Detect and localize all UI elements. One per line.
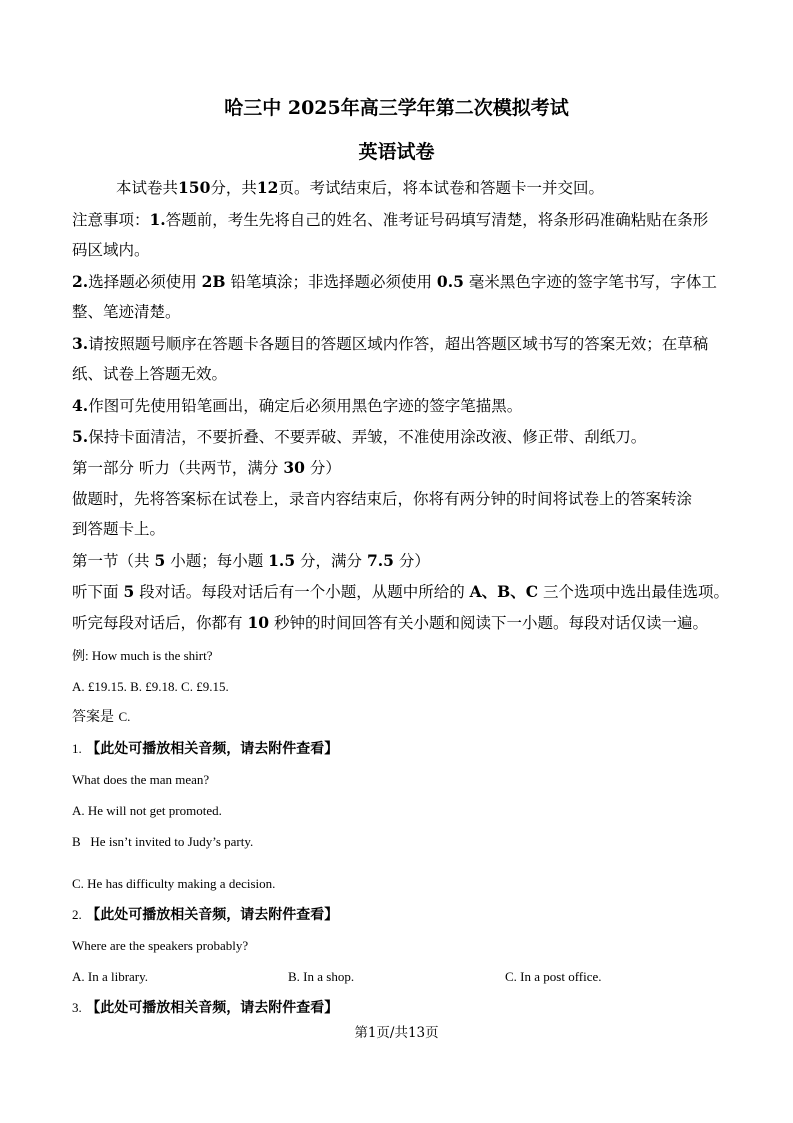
listen2-text-2: 秒钟的时间回答有关小题和阅读下一小题。每段对话仅读一遍。 bbox=[273, 614, 708, 632]
note-3-text: 请按照题号顺序在答题卡各题目的答题区域内作答，超出答题区域书写的答案无效；在草稿 bbox=[88, 335, 709, 353]
example-answer-value: C. bbox=[118, 709, 131, 724]
example-options: A. £19.15. B. £9.18. C. £9.15. bbox=[72, 679, 229, 694]
note-5 bbox=[72, 427, 646, 447]
note-2-num: 2. bbox=[72, 272, 89, 291]
question-3-num: 3. bbox=[72, 1000, 82, 1015]
note-3-cont: 纸、试卷上答题无效。 bbox=[72, 365, 228, 383]
question-2-option-b: B. In a shop. bbox=[288, 969, 355, 984]
part1-heading-end: 分） bbox=[309, 459, 341, 477]
question-1-num: 1. bbox=[72, 741, 82, 756]
title-year: 2025 bbox=[287, 97, 341, 119]
page-footer: 第1页/共13页 bbox=[354, 1025, 439, 1041]
note-1 bbox=[72, 210, 708, 230]
note-4-text: 作图可先使用铅笔画出，确定后必须用黑色字迹的签字笔描黑。 bbox=[88, 397, 523, 415]
section1-text-3: 分，满分 bbox=[300, 552, 363, 570]
question-2-option-c: C. In a post office. bbox=[505, 969, 602, 984]
note-5-num: 5. bbox=[72, 427, 89, 446]
question-2-option-a: A. In a library. bbox=[72, 969, 149, 984]
section1-text-4: 分） bbox=[398, 552, 430, 570]
part1-score: 30 bbox=[283, 458, 305, 477]
part1-instruction-cont: 到答题卡上。 bbox=[72, 520, 166, 538]
note-5-text: 保持卡面清洁，不要折叠、不要弄破、弄皱，不准使用涂改液、修正带、刮纸刀。 bbox=[88, 428, 647, 446]
note-3 bbox=[72, 334, 708, 354]
note-1-text: 答题前，考生先将自己的姓名、准考证号码填写清楚，将条形码准确粘贴在条形 bbox=[165, 211, 709, 229]
part1-heading-text: 第一部分 听力（共两节，满分 bbox=[72, 459, 279, 477]
example-answer bbox=[72, 707, 130, 727]
note-1-cont: 码区域内。 bbox=[72, 241, 150, 259]
page-subtitle: 英语试卷 bbox=[358, 141, 435, 163]
question-3-audio bbox=[72, 998, 338, 1018]
example-question-text: How much is the shirt? bbox=[91, 648, 213, 663]
question-1-option-b: B He isn’t invited to Judy’s party. bbox=[72, 834, 254, 849]
section1-heading bbox=[72, 551, 430, 571]
part1-instruction: 做题时，先将答案标在试卷上，录音内容结束后，你将有两分钟的时间将试卷上的答案转涂 bbox=[72, 490, 693, 508]
intro-text-2: 分，共 bbox=[210, 179, 257, 197]
question-3-audio-note: 【此处可播放相关音频，请去附件查看】 bbox=[86, 1000, 339, 1016]
intro-score: 150 bbox=[178, 178, 211, 197]
section1-total: 7.5 bbox=[367, 551, 394, 570]
question-1-text: What does the man mean? bbox=[72, 772, 210, 787]
question-1-option-a: A. He will not get promoted. bbox=[72, 803, 222, 818]
note-2-mm: 0.5 bbox=[436, 272, 464, 291]
note-4 bbox=[72, 396, 522, 416]
question-2-num: 2. bbox=[72, 907, 82, 922]
listen2-seconds: 10 bbox=[247, 613, 270, 632]
note-2-cont: 整、笔迹清楚。 bbox=[72, 303, 181, 321]
example-answer-prefix: 答案是 bbox=[72, 709, 114, 725]
listen-instruction-2 bbox=[72, 613, 708, 633]
listen2-text-1: 听完每段对话后，你都有 bbox=[72, 614, 248, 632]
listen-count: 5 bbox=[123, 582, 135, 601]
example-question bbox=[72, 646, 212, 666]
title-prefix: 哈三中 bbox=[224, 97, 282, 119]
note-2-text-3: 毫米黑色字迹的签字笔书写，字体工 bbox=[468, 273, 717, 291]
note-2-text-1: 选择题必须使用 bbox=[88, 273, 197, 291]
listen-text-3: 三个选项中选出最佳选项。 bbox=[543, 583, 730, 601]
notes-label: 注意事项： bbox=[72, 211, 150, 229]
part1-heading bbox=[72, 458, 341, 478]
note-2 bbox=[72, 272, 717, 292]
intro-pages: 12 bbox=[256, 178, 279, 197]
section1-each: 1.5 bbox=[268, 551, 296, 570]
question-1-option-c: C. He has difficulty making a decision. bbox=[72, 876, 276, 891]
intro-line bbox=[116, 178, 604, 198]
intro-text-3: 页。考试结束后，将本试卷和答题卡一并交回。 bbox=[278, 179, 604, 197]
question-1-audio-note: 【此处可播放相关音频，请去附件查看】 bbox=[86, 741, 339, 757]
question-2-audio bbox=[72, 905, 338, 925]
section1-text-2: 小题；每小题 bbox=[170, 552, 264, 570]
example-label: 例: bbox=[72, 648, 89, 663]
title-suffix: 年高三学年第二次模拟考试 bbox=[340, 97, 569, 119]
question-2-audio-note: 【此处可播放相关音频，请去附件查看】 bbox=[86, 907, 339, 923]
section1-text-1: 第一节（共 bbox=[72, 552, 150, 570]
listen-options: A、B、C bbox=[469, 582, 539, 601]
question-1-audio bbox=[72, 739, 338, 759]
note-3-num: 3. bbox=[72, 334, 89, 353]
note-2-pencil: 2B bbox=[201, 272, 226, 291]
note-4-num: 4. bbox=[72, 396, 89, 415]
question-2-text: Where are the speakers probably? bbox=[72, 938, 249, 953]
note-1-num: 1. bbox=[149, 210, 166, 229]
page-title bbox=[0, 98, 793, 118]
listen-text-2: 段对话。每段对话后有一个小题，从题中所给的 bbox=[139, 583, 465, 601]
intro-text-1: 本试卷共 bbox=[116, 179, 179, 197]
note-2-text-2: 铅笔填涂；非选择题必须使用 bbox=[230, 273, 432, 291]
listen-text-1: 听下面 bbox=[72, 583, 119, 601]
section1-count: 5 bbox=[154, 551, 166, 570]
listen-instruction bbox=[72, 582, 729, 602]
